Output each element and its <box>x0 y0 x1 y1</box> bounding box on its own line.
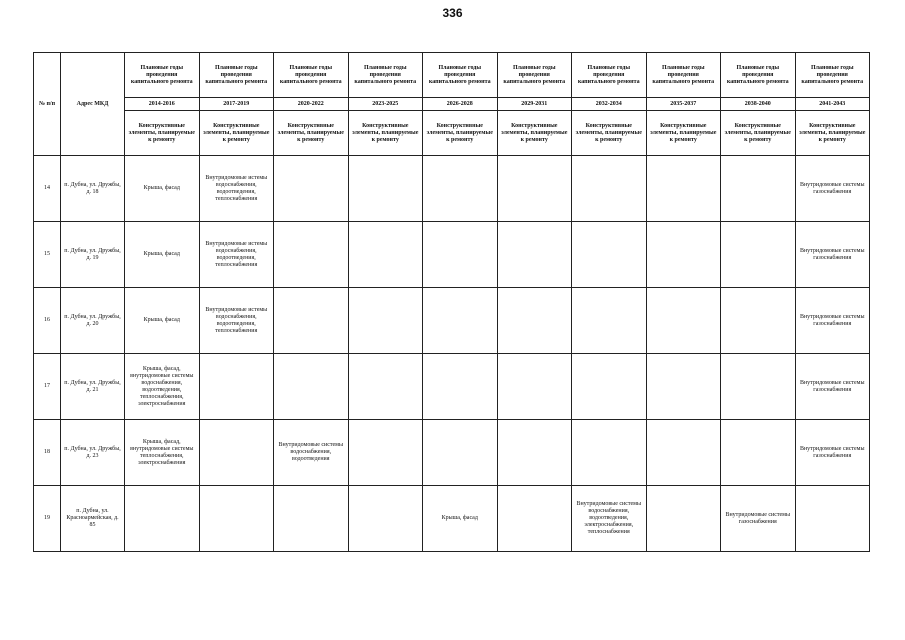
repair-cell: Внутридомовые системы газоснабжения <box>795 288 870 354</box>
repair-cell <box>497 288 572 354</box>
repair-cell: Внутридомовые системы газоснабжения <box>795 156 870 222</box>
row-address: п. Дубна, ул. Дружбы, д. 19 <box>61 222 125 288</box>
header-period: 2014-2016 <box>125 98 200 111</box>
repair-cell: Крыша, фасад <box>423 486 498 552</box>
repair-cell: Внутридомовые истемы водоснабжения, водоотведения, теплоснабжения <box>199 156 274 222</box>
repair-cell <box>274 288 349 354</box>
repair-cell <box>199 486 274 552</box>
repair-cell <box>423 354 498 420</box>
row-number: 18 <box>34 420 61 486</box>
repair-cell <box>497 222 572 288</box>
header-elements-label: Конструктивные элементы, планируемые к ремонту <box>572 111 647 156</box>
repair-plan-table <box>33 52 870 552</box>
repair-cell: Внутридомовые системы газоснабжения <box>795 222 870 288</box>
repair-cell <box>125 486 200 552</box>
table-body <box>34 156 870 552</box>
row-number: 16 <box>34 288 61 354</box>
header-elements-label: Конструктивные элементы, планируемые к ремонту <box>423 111 498 156</box>
repair-cell <box>721 354 796 420</box>
repair-cell: Крыша, фасад, внутридомовые системы водоснабжения, водоотведения, теплоснабжения, электроснабжения <box>125 354 200 420</box>
repair-cell <box>795 486 870 552</box>
row-address: п. Дубна, ул. Дружбы, д. 21 <box>61 354 125 420</box>
header-plan-label: Плановые годы проведения капитального ремонта <box>125 53 200 98</box>
repair-cell: Крыша, фасад, внутридомовые системы теплоснабжения, электроснабжения <box>125 420 200 486</box>
repair-cell <box>274 156 349 222</box>
repair-cell: Внутридомовые системы газоснабжения <box>795 420 870 486</box>
header-period: 2023-2025 <box>348 98 423 111</box>
repair-cell <box>348 156 423 222</box>
table-row <box>34 420 870 486</box>
repair-cell: Внутридомовые системы водоснабжения, водоотведения, электроснабжения, теплоснабжения <box>572 486 647 552</box>
repair-cell <box>572 156 647 222</box>
repair-cell <box>572 288 647 354</box>
repair-cell <box>646 156 721 222</box>
header-period: 2026-2028 <box>423 98 498 111</box>
repair-cell: Внутридомовые истемы водоснабжения, водоотведения, теплоснабжения <box>199 222 274 288</box>
header-elements-label: Конструктивные элементы, планируемые к ремонту <box>348 111 423 156</box>
row-number: 19 <box>34 486 61 552</box>
header-period: 2038-2040 <box>721 98 796 111</box>
header-plan-label: Плановые годы проведения капитального ремонта <box>199 53 274 98</box>
header-plan-label: Плановые годы проведения капитального ремонта <box>646 53 721 98</box>
repair-cell <box>721 156 796 222</box>
repair-cell <box>646 354 721 420</box>
table-row <box>34 486 870 552</box>
repair-cell <box>423 420 498 486</box>
header-number: № п/п <box>34 53 61 156</box>
header-elements-label: Конструктивные элементы, планируемые к ремонту <box>125 111 200 156</box>
repair-cell <box>274 354 349 420</box>
table-row <box>34 354 870 420</box>
repair-cell <box>274 222 349 288</box>
repair-cell <box>646 288 721 354</box>
repair-cell <box>348 486 423 552</box>
header-plan-label: Плановые годы проведения капитального ремонта <box>348 53 423 98</box>
repair-cell <box>348 222 423 288</box>
row-number: 17 <box>34 354 61 420</box>
header-period: 2017-2019 <box>199 98 274 111</box>
repair-cell <box>646 486 721 552</box>
header-period: 2020-2022 <box>274 98 349 111</box>
header-plan-label: Плановые годы проведения капитального ремонта <box>274 53 349 98</box>
header-period: 2035-2037 <box>646 98 721 111</box>
repair-cell <box>423 288 498 354</box>
header-period: 2029-2031 <box>497 98 572 111</box>
repair-cell <box>721 288 796 354</box>
repair-cell <box>646 222 721 288</box>
repair-cell: Крыша, фасад <box>125 156 200 222</box>
repair-cell: Внутридомовые системы газоснабжения <box>721 486 796 552</box>
repair-cell: Внутридомовые истемы водоснабжения, водоотведения, теплоснабжения <box>199 288 274 354</box>
repair-cell <box>348 354 423 420</box>
header-plan-label: Плановые годы проведения капитального ремонта <box>497 53 572 98</box>
repair-cell <box>572 222 647 288</box>
header-plan-label: Плановые годы проведения капитального ремонта <box>572 53 647 98</box>
header-period: 2041-2043 <box>795 98 870 111</box>
repair-cell <box>497 354 572 420</box>
table-row <box>34 156 870 222</box>
repair-cell <box>721 420 796 486</box>
row-address: п. Дубна, ул. Красноармейская, д. 85 <box>61 486 125 552</box>
header-plan-label: Плановые годы проведения капитального ремонта <box>795 53 870 98</box>
repair-cell: Крыша, фасад <box>125 222 200 288</box>
table-row <box>34 222 870 288</box>
repair-cell: Внутридомовые системы газоснабжения <box>795 354 870 420</box>
row-number: 14 <box>34 156 61 222</box>
repair-cell <box>572 354 647 420</box>
header-plan-label: Плановые годы проведения капитального ремонта <box>721 53 796 98</box>
repair-cell <box>497 420 572 486</box>
repair-cell <box>721 222 796 288</box>
repair-cell <box>646 420 721 486</box>
repair-cell: Крыша, фасад <box>125 288 200 354</box>
repair-cell <box>423 156 498 222</box>
repair-cell <box>497 486 572 552</box>
row-address: п. Дубна, ул. Дружбы, д. 18 <box>61 156 125 222</box>
repair-cell <box>199 420 274 486</box>
repair-cell <box>199 354 274 420</box>
header-elements-label: Конструктивные элементы, планируемые к ремонту <box>199 111 274 156</box>
header-elements-label: Конструктивные элементы, планируемые к ремонту <box>795 111 870 156</box>
header-elements-label: Конструктивные элементы, планируемые к ремонту <box>721 111 796 156</box>
repair-cell <box>274 486 349 552</box>
header-elements-label: Конструктивные элементы, планируемые к ремонту <box>274 111 349 156</box>
repair-cell <box>572 420 647 486</box>
table-row <box>34 288 870 354</box>
header-address: Адрес МКД <box>61 53 125 156</box>
header-plan-label: Плановые годы проведения капитального ремонта <box>423 53 498 98</box>
page-number: 336 <box>442 6 463 20</box>
repair-cell: Внутридомовые системы водоснабжения, водоотведения <box>274 420 349 486</box>
repair-cell <box>423 222 498 288</box>
repair-cell <box>497 156 572 222</box>
header-elements-label: Конструктивные элементы, планируемые к ремонту <box>646 111 721 156</box>
header-elements-label: Конструктивные элементы, планируемые к ремонту <box>497 111 572 156</box>
row-address: п. Дубна, ул. Дружбы, д. 20 <box>61 288 125 354</box>
repair-cell <box>348 420 423 486</box>
row-number: 15 <box>34 222 61 288</box>
header-period: 2032-2034 <box>572 98 647 111</box>
repair-cell <box>348 288 423 354</box>
row-address: п. Дубна, ул. Дружбы, д. 23 <box>61 420 125 486</box>
